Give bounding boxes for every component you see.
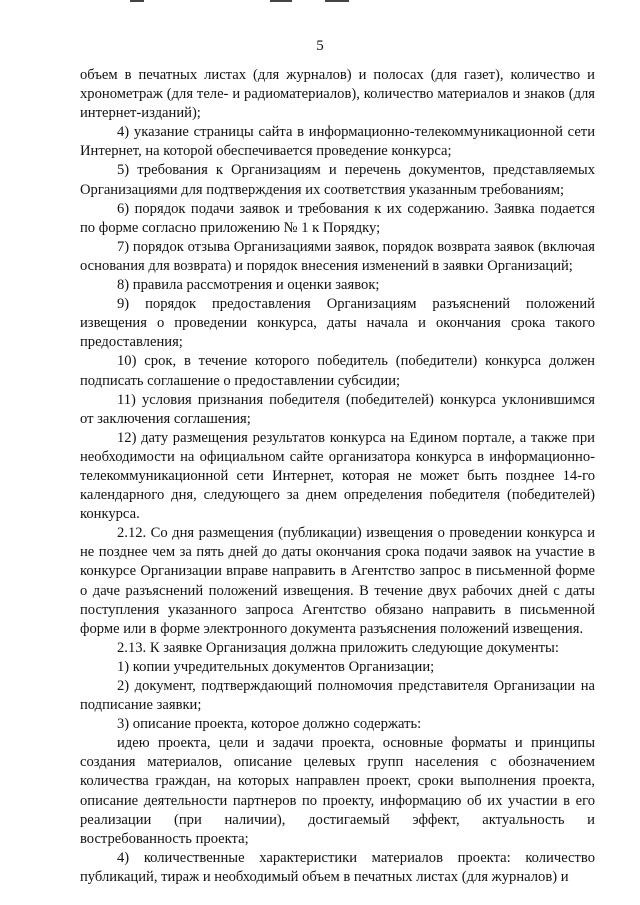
paragraph: 12) дату размещения результатов конкурса на Едином портале, а также при необходимости на официальном сайте организатора конкурса в информационно-телекоммуникационной сети Интернет, которая не может быть позднее 14-го календарного дня, следующего за днем определения победителя (победителей) конкурса. — [80, 429, 595, 523]
paragraph: 2.13. К заявке Организация должна приложить следующие документы: — [117, 639, 559, 656]
paragraph: 2.12. Со дня размещения (публикации) извещения о проведении конкурса и не позднее чем за пять дней до даты окончания срока подачи заявок на участие в конкурсе Организации вправе направить в Агентство запрос в письменной форме о даче разъяснений положений извещения. В течение двух рабочих дней с даты поступления указанного запроса Агентство обязано направить в письменной форме или в форме электронного документа разъяснения положений извещения. — [80, 525, 595, 637]
paragraph: идею проекта, цели и задачи проекта, основные форматы и принципы создания материалов, описание целевых групп населения с обозначением количества граждан, на которых направлен проект, сроки выполнения проекта, описание деятельности партнеров по проекту, информацию об их участии в его реализации (при наличии), достигаемый эффект, актуальность и востребованность проекта; — [80, 735, 595, 847]
paragraph: 10) срок, в течение которого победитель (победители) конкурса должен подписать соглашение о предоставлении субсидии; — [80, 353, 595, 389]
paragraph: 4) указание страницы сайта в информационно-телекоммуникационной сети Интернет, на которой обеспечивается проведение конкурса; — [80, 124, 595, 160]
paragraph: объем в печатных листах (для журналов) и полосах (для газет), количество и хронометраж (для теле- и радиоматериалов), количество материалов и знаков (для интернет-изданий); — [80, 67, 595, 122]
paragraph: 9) порядок предоставления Организациям разъяснений положений извещения о проведении конкурса, даты начала и окончания срока такого предоставления; — [80, 296, 595, 351]
paragraph: 6) порядок подачи заявок и требования к их содержанию. Заявка подается по форме согласно приложению № 1 к Порядку; — [80, 200, 595, 236]
document-body — [80, 66, 595, 887]
top-scan-marks — [110, 0, 370, 3]
paragraph: 11) условия признания победителя (победителей) конкурса уклонившимся от заключения соглашения; — [80, 391, 595, 427]
paragraph: 5) требования к Организациям и перечень документов, представляемых Организациями для подтверждения их соответствия указанным требованиям; — [80, 162, 595, 198]
page-number: 5 — [316, 38, 324, 54]
paragraph: 4) количественные характеристики материалов проекта: количество публикаций, тираж и необходимый объем в печатных листах (для журналов) и — [80, 849, 595, 885]
paragraph: 1) копии учредительных документов Организации; — [117, 658, 435, 675]
paragraph: 3) описание проекта, которое должно содержать: — [117, 716, 422, 733]
paragraph: 7) порядок отзыва Организациями заявок, порядок возврата заявок (включая основания для возврата) и порядок внесения изменений в заявки Организаций; — [80, 238, 595, 274]
paragraph: 8) правила рассмотрения и оценки заявок; — [117, 277, 380, 294]
paragraph: 2) документ, подтверждающий полномочия представителя Организации на подписание заявки; — [80, 678, 595, 714]
